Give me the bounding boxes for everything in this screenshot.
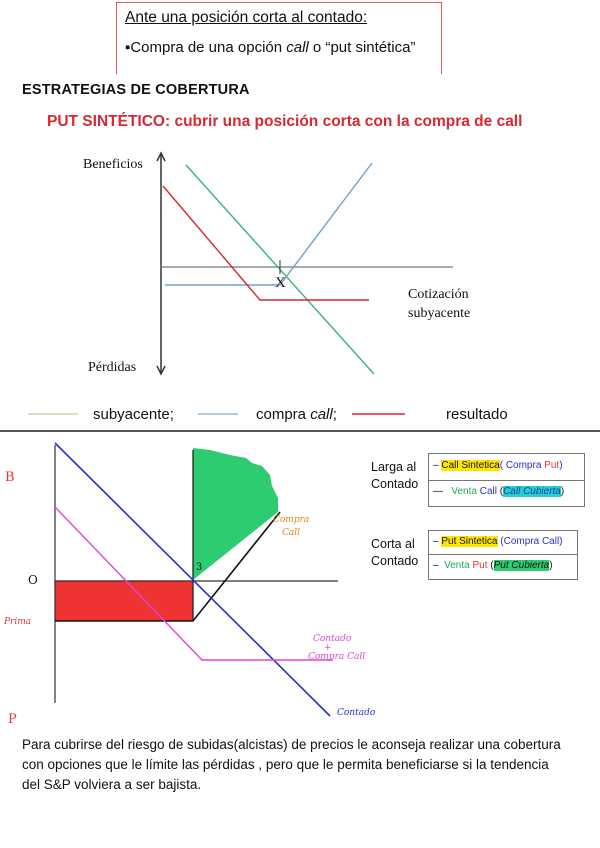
dash: – xyxy=(433,560,439,571)
explanation-paragraph: Para cubrirse del riesgo de subidas(alcistas) de precios le aconseja realizar una cobertura con opciones que le límite las pérdidas , pero que le permita beneficiarse si la tendencia del S&P volviera a ser bajista. xyxy=(22,737,561,792)
label-three: 3 xyxy=(196,562,203,573)
larga-label-1: Larga al xyxy=(371,460,417,474)
slide-title: ESTRATEGIAS DE COBERTURA xyxy=(22,82,250,98)
premium-area xyxy=(55,581,193,621)
dash: – xyxy=(433,536,439,547)
compra-call-text: (Compra Call) xyxy=(497,536,563,547)
legend-semicolon: ; xyxy=(332,406,337,423)
x-label-subyacente: subyacente xyxy=(408,306,471,321)
bullet-call-word: call xyxy=(286,39,309,56)
paren-close: ) xyxy=(549,560,553,571)
larga-label xyxy=(371,459,418,493)
call-word: Call xyxy=(479,486,497,497)
strike-label: X xyxy=(275,275,286,291)
corta-divider xyxy=(429,554,577,555)
larga-label-2: Contado xyxy=(371,477,419,491)
legend-call-word: call xyxy=(310,406,333,423)
corta-row-1 xyxy=(433,536,563,547)
put-cubierta: Put Cubierta xyxy=(493,560,550,571)
x-label-cotizacion: Cotización xyxy=(408,287,469,302)
paren-open: ( xyxy=(487,560,494,571)
call-sintetica: Call Sintetica xyxy=(441,460,500,471)
legend-subyacente: subyacente; xyxy=(93,406,174,423)
label-b: B xyxy=(5,470,15,485)
call-cubierta: Call Cubierta xyxy=(503,486,561,497)
paren-close: ) xyxy=(559,460,563,471)
dash: — xyxy=(433,486,443,497)
paren-open: ( xyxy=(499,460,506,471)
profit-area xyxy=(193,448,278,580)
label-compra-call-2: Call xyxy=(282,528,301,538)
larga-row-1 xyxy=(433,460,563,471)
corta-label xyxy=(371,536,418,570)
dash: – xyxy=(433,460,439,471)
label-contado-2: Compra Call xyxy=(308,652,366,662)
venta-word: Venta xyxy=(451,486,477,497)
y-label-perdidas: Pérdidas xyxy=(88,360,137,375)
venta-word: Venta xyxy=(444,560,470,571)
legend-resultado: resultado xyxy=(446,406,508,423)
label-zero: O xyxy=(28,573,38,587)
label-prima: Prima xyxy=(4,617,32,627)
paren-open: ( xyxy=(496,486,504,497)
put-word: Put xyxy=(544,460,560,471)
corta-label-2: Contado xyxy=(371,554,419,568)
larga-row-2 xyxy=(433,486,564,497)
bullet-text: ▪Compra de una opción xyxy=(125,39,287,56)
label-contado: Contado xyxy=(337,708,376,718)
corta-box xyxy=(428,530,578,580)
summary-heading: Ante una posición corta al contado: xyxy=(125,9,368,26)
put-sintetica: Put Sintetica xyxy=(441,536,498,547)
bullet-suffix: o “put sintética” xyxy=(308,39,416,56)
larga-box xyxy=(428,453,585,507)
corta-row-2 xyxy=(433,560,553,571)
label-contado-1: Contado xyxy=(313,634,352,644)
legend-compra-text: compra xyxy=(256,406,311,423)
label-contado-plus: + xyxy=(324,643,332,653)
put-word: Put xyxy=(472,560,488,571)
paren-close: ) xyxy=(560,486,565,497)
larga-divider xyxy=(429,480,584,481)
label-compra-call-1: Compra xyxy=(273,515,310,525)
compra-word: Compra xyxy=(505,460,542,471)
corta-label-1: Corta al xyxy=(371,537,415,551)
label-p: P xyxy=(8,712,17,727)
slide-subtitle: PUT SINTÉTICO: cubrir una posición corta con la compra de call xyxy=(47,113,523,130)
y-label-beneficios: Beneficios xyxy=(83,157,143,172)
